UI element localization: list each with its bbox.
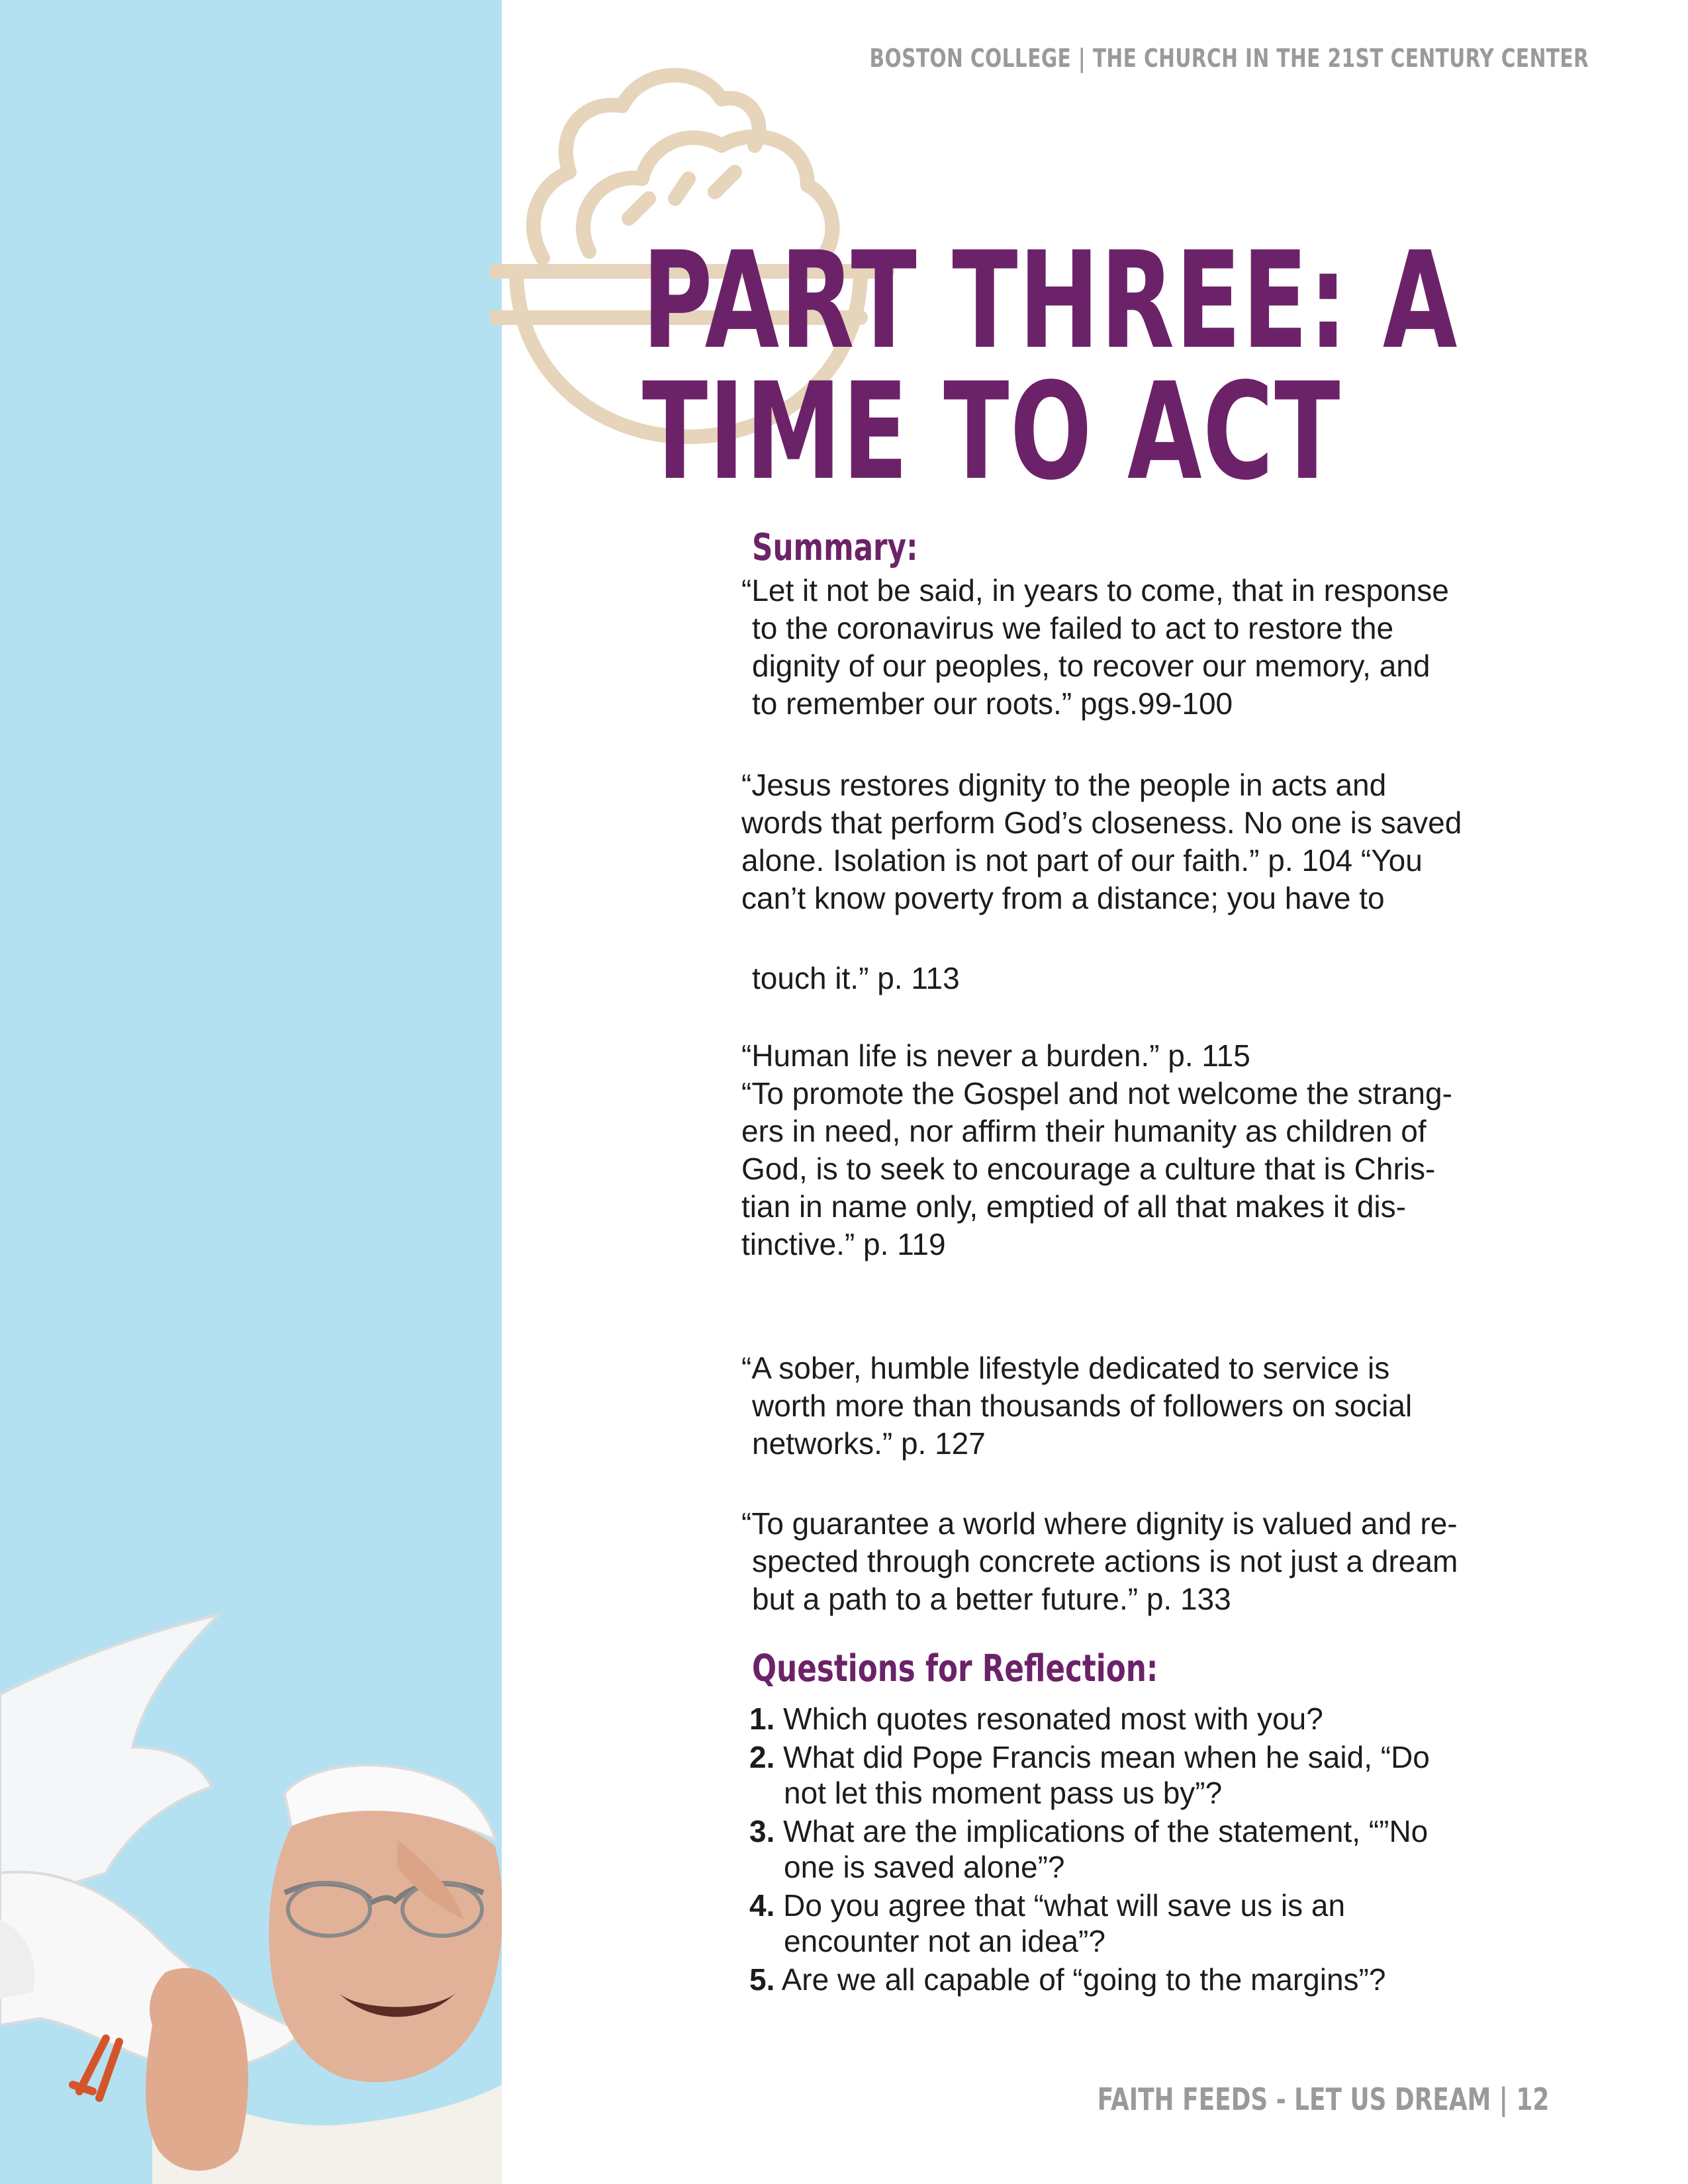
quote-2-continued: touch it.” p. 113 [752,961,960,995]
pope-dove-illustration [0,0,502,2184]
dove-feet [73,2038,119,2098]
page-header: BOSTON COLLEGE | THE CHURCH IN THE 21ST CENTURY CENTER [869,44,1589,73]
quote-1: “Let it not be said, in years to come, that in response to the coronavirus we failed to act to restore the dignity of our peoples, to recover our memory, and to remember our roots.” pgs.99-100 [741,573,1449,721]
question-item: 3. What are the implications of the statement, “”No one is saved alone”? [749,1814,1429,1884]
question-item: 2. What did Pope Francis mean when he said, “Do not let this moment pass us by”? [749,1740,1430,1810]
question-item: 5. Are we all capable of “going to the margins”? [749,1962,1386,1997]
sidebar-photo-panel [0,0,502,2184]
page-footer: FAITH FEEDS - LET US DREAM | 12 [1097,2081,1549,2117]
quote-3: “Human life is never a burden.” p. 115 “To promote the Gospel and not welcome the strang- ers in need, nor affirm their humanity as children of God, is to seek to encourage a culture that is Chris- tian in name only, emptied of all that makes it dis- tinctive.” p. 119 [741,1038,1452,1261]
quote-5: “To guarantee a world where dignity is valued and re- spected through concrete actions is not just a dream but a path to a better future.” p. 133 [741,1506,1458,1616]
title-line-2: TIME TO ACT [642,353,1341,510]
pope-face [269,1811,502,2082]
quote-4: “A sober, humble lifestyle dedicated to service is worth more than thousands of followers on social networks.” p. 127 [741,1351,1413,1461]
quote-2: “Jesus restores dignity to the people in acts and words that perform God’s closeness. No one is saved alone. Isolation is not part of our faith.” p. 104 “You can’t know poverty from a distance; you have to [741,768,1462,915]
summary-section [741,526,1509,1690]
reflection-questions-list [749,1701,1517,2000]
dove-wing [0,1615,218,1906]
title-line-1: PART THREE: A [642,222,1458,379]
summary-heading: Summary: [752,526,918,569]
reflection-heading: Questions for Reflection: [752,1647,1158,1690]
page-title [642,222,1458,510]
question-item: 1. Which quotes resonated most with you? [749,1702,1323,1736]
question-item: 4. Do you agree that “what will save us is an encounter not an idea”? [749,1888,1346,1958]
